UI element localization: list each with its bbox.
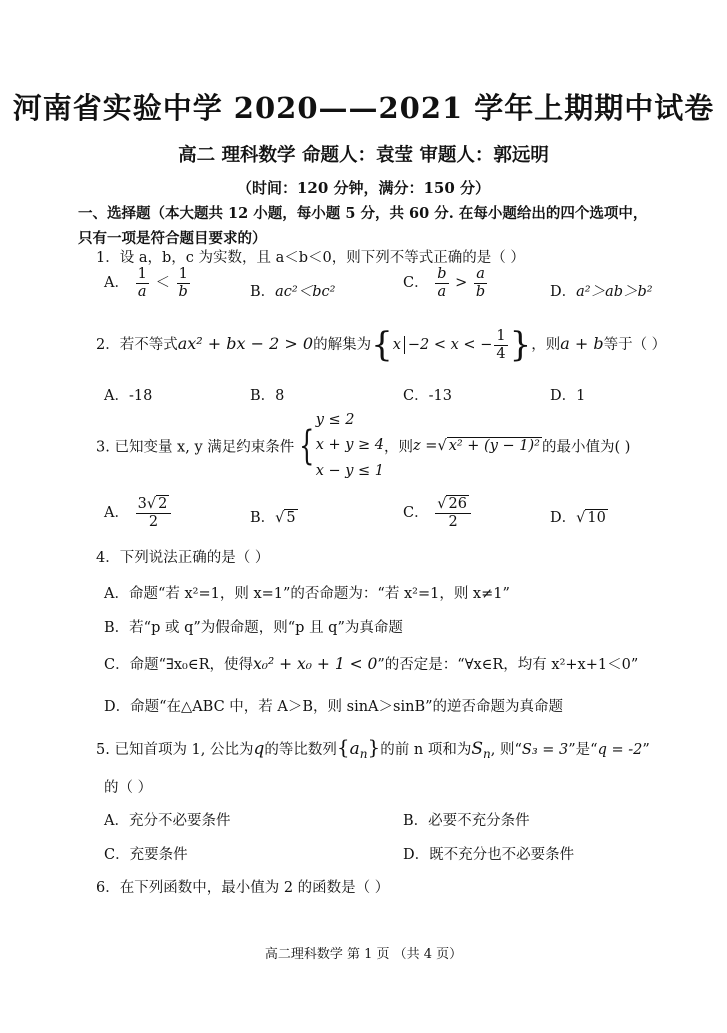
q5-option-a: A．充分不必要条件 [104,813,231,829]
q1-a-num1: 1 [137,266,147,282]
q5-mid4: ”是“ [568,742,598,758]
q3-option-c [403,496,473,530]
section-heading-line1: 一、选择题（本大题共 12 小题，每小题 5 分，共 60 分. 在每小题给出的四个选项中， [78,205,648,222]
q2-pre: 2．若不等式 [96,337,178,354]
exam-subtitle: 高二 理科数学 命题人：袁莹 审题人：郭远明 [178,145,549,166]
q5-end: ” [642,742,650,758]
q5-mid2: 的前 n 项和为 [380,742,472,758]
q1-a-lt: ＜ [155,275,170,292]
q2-option-c: C．-13 [403,388,452,404]
q1-c-label: C． [403,275,429,292]
q5-seq-sub: n [359,746,368,761]
exam-title: 河南省实验中学 2020——2021 学年上期期中试卷 [12,91,715,125]
q5-mid3: , 则“ [490,742,522,758]
q3-end: 的最小值为( ) [541,439,631,456]
q5-sum: S [471,739,483,759]
q3-d-rad: 10 [587,510,606,526]
q4-option-b: B．若“p 或 q”为假命题，则“p 且 q”为真命题 [104,620,403,636]
q5-stem [96,735,650,761]
q2-set-bar [404,336,405,354]
page-footer: 高二理科数学 第 1 页 （共 4 页） [264,947,463,962]
q4-c-math: x₀² + x₀ + 1 < 0 [253,655,378,673]
q3-b-rad: 5 [286,510,296,526]
time-info: （时间：120 分钟，满分：150 分） [236,179,491,197]
q1-b-label: B． [250,284,276,300]
q1-d-label: D． [550,284,577,300]
q5-cond2: q = -2 [597,742,643,758]
q2-mid: 的解集为 [313,337,372,354]
q5-cond1: S₃ = 3 [521,742,569,758]
q2-option-b: B．8 [250,388,285,404]
q3-a-label: A． [104,505,129,522]
q3-c-label: C． [403,505,429,522]
q4-c-pre: C．命题“∃x₀∈R，使得 [104,657,254,673]
q5-seq: a [349,739,360,759]
q1-option-b [250,280,335,301]
q4-option-a: A．命题“若 x²=1，则 x=1”的否命题为：“若 x²=1，则 x≠1” [104,586,510,602]
q1-a-num2: 1 [178,266,188,282]
q4-option-c [104,653,638,674]
q2-frac-num: 1 [496,328,506,344]
q3-a-den: 2 [148,513,159,530]
q2-set-range: −2 < x < − [407,337,493,354]
q3-system-brace: { [299,423,315,470]
q1-c-den-a: a [437,283,447,300]
q2-option-d: D．1 [550,388,586,404]
q3-constraint-3: x − y ≤ 1 [315,462,385,479]
q1-c-gt: > [455,275,468,292]
q1-a-label: A． [104,275,129,292]
q3-a-coef: 3 [137,496,147,512]
q3-c-den: 2 [448,513,458,530]
q1-c-num-a: a [476,266,485,282]
q2-set-var: x [392,337,401,354]
q3-post: ，则 [384,439,414,456]
q3-a-num: 3√ 2 [136,496,172,514]
q1-c-num-b: b [437,266,447,282]
q2-frac-den: 4 [496,345,506,362]
q5-option-c: C．充要条件 [104,847,188,863]
q5-option-d: D．既不充分也不必要条件 [403,847,575,863]
q5-sum-sub: n [483,746,491,761]
q5-stem-line2: 的（ ） [104,780,153,796]
q3-stem [96,408,630,484]
q2-ab: a + b [560,334,604,354]
q4-option-d: D．命题“在△ABC 中，若 A＞B，则 sinA＞sinB”的逆否命题为真命题 [104,699,564,715]
q2-set-close: } [509,325,532,366]
q3-option-d: D．√ 10 [550,510,606,526]
q2-option-a: A．-18 [104,388,153,404]
q3-radicand: x² + (y − 1)² [448,438,540,455]
q3-constraints [316,408,384,484]
q2-stem [96,325,667,366]
q2-set-open: { [371,325,393,366]
q1-b-text: ac²＜bc² [275,284,336,300]
q1-stem: 1．设 a，b，c 为实数，且 a＜b＜0，则下列不等式正确的是（ ） [96,250,525,266]
q3-constraint-1: y ≤ 2 [315,412,355,428]
q5-option-b: B．必要不充分条件 [403,813,530,829]
q4-c-post: ”的否定是：“∀x∈R，均有 x²+x+1＜0” [377,657,639,673]
q3-z: z = [413,438,438,455]
q5-seq-close: } [367,735,381,759]
q3-a-rad: 2 [158,496,168,512]
q2-post: ，则 [531,337,561,354]
q5-pre: 5. 已知首项为 1, 公比为 [96,742,254,758]
q3-b-label: B． [250,510,276,526]
q6-stem: 6．在下列函数中，最小值为 2 的函数是（ ） [96,880,390,896]
q3-option-a [104,496,173,530]
q1-option-a [104,266,192,300]
q3-d-label: D． [550,510,577,526]
q1-option-d [550,280,653,301]
q1-a-den-a: a [137,283,147,300]
q5-seq-open: { [336,735,350,759]
q2-end: 等于（ ） [603,337,667,354]
q3-radical: √ x² + (y − 1)² [437,438,540,455]
q3-c-rad: 26 [448,496,467,512]
section-heading-line2: 只有一项是符合题目要求的） [78,230,267,247]
q1-option-c [403,266,489,300]
q1-c-den-b: b [475,283,486,300]
q3-pre: 3. 已知变量 x, y 满足约束条件 [96,439,295,456]
q3-option-b: B．√ 5 [250,510,296,526]
q3-constraint-2: x + y ≥ 4 [315,437,385,454]
q5-ratio: q [253,739,265,759]
q3-c-num: √ 26 [435,496,471,514]
q4-stem: 4．下列说法正确的是（ ） [96,550,270,566]
q1-a-den-b: b [178,283,188,300]
q1-d-text: a²＞ab＞b² [576,284,653,300]
q5-mid: 的等比数列 [264,742,337,758]
q2-inequality: ax² + bx − 2 > 0 [177,334,314,354]
